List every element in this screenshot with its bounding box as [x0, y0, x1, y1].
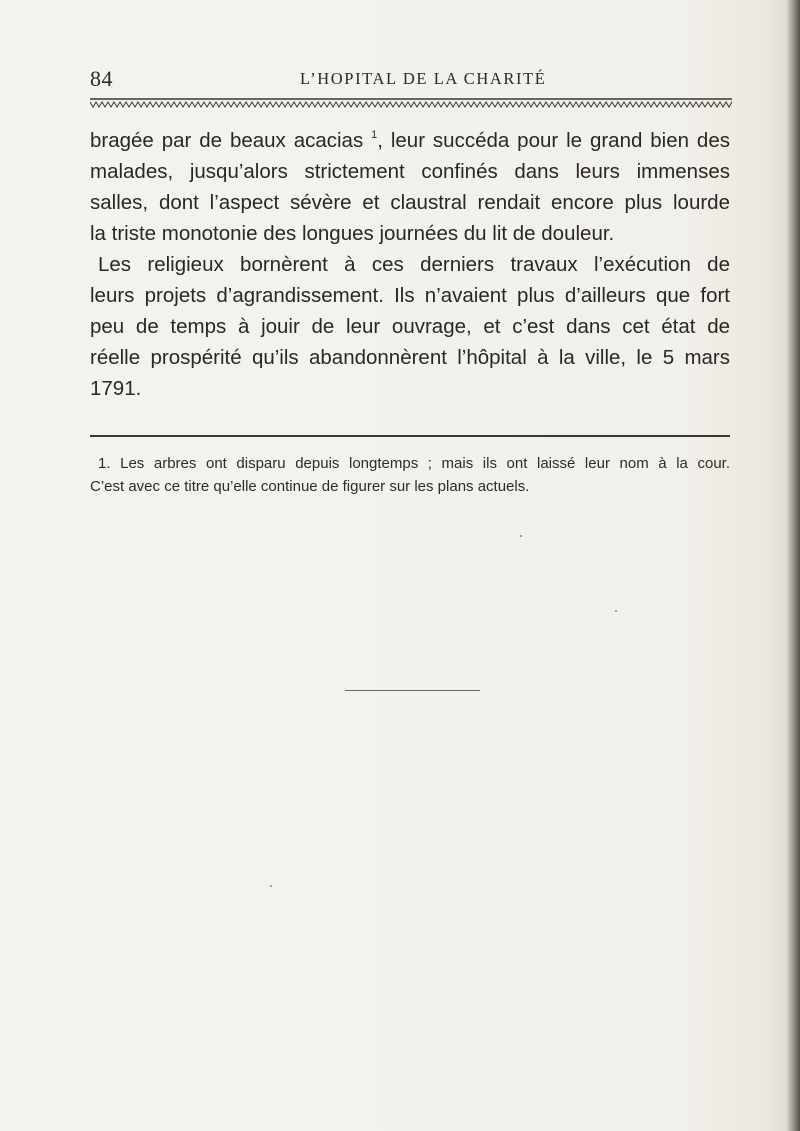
text-line: bragée par de beaux acacias $^1$, leur succéda pour le grand bien des	[90, 129, 730, 152]
text-line: salles, dont l’aspect sévère et claustral rendait encore plus lourde	[90, 191, 730, 214]
paper-speck	[520, 535, 522, 537]
short-rule	[345, 690, 480, 691]
text-line: réelle prospérité qu’ils abandonnèrent l’hôpital à la ville, le 5 mars	[90, 346, 730, 369]
text-line: 1791.	[90, 377, 142, 400]
text-line: la triste monotonie des longues journées du lit de douleur.	[90, 222, 615, 245]
text-line: leurs projets d’agrandissement. Ils n’avaient plus d’ailleurs que fort	[90, 284, 730, 307]
page-number: 84	[90, 66, 113, 91]
text-line: Les religieux bornèrent à ces derniers travaux l’exécution de	[98, 253, 730, 276]
footnote	[90, 452, 730, 498]
text-line: peu de temps à jouir de leur ouvrage, et c’est dans cet état de	[90, 315, 730, 338]
footnote-line: C’est avec ce titre qu’elle continue de figurer sur les plans actuels.	[90, 478, 530, 495]
running-title: L’HOPITAL DE LA CHARITÉ	[300, 69, 547, 88]
body-text	[90, 125, 730, 404]
text-line: malades, jusqu’alors strictement confinés dans leurs immenses	[90, 160, 730, 183]
ornamental-rule	[90, 97, 732, 109]
page-header	[90, 66, 730, 90]
footnote-divider	[90, 435, 730, 437]
page-edge-shadow	[786, 0, 800, 1131]
footnote-reference: 1	[371, 129, 378, 141]
footnote-line: 1. Les arbres ont disparu depuis longtemps ; mais ils ont laissé leur nom à la cour.	[98, 455, 730, 472]
paper-speck	[270, 885, 272, 887]
paper-speck	[615, 610, 617, 612]
